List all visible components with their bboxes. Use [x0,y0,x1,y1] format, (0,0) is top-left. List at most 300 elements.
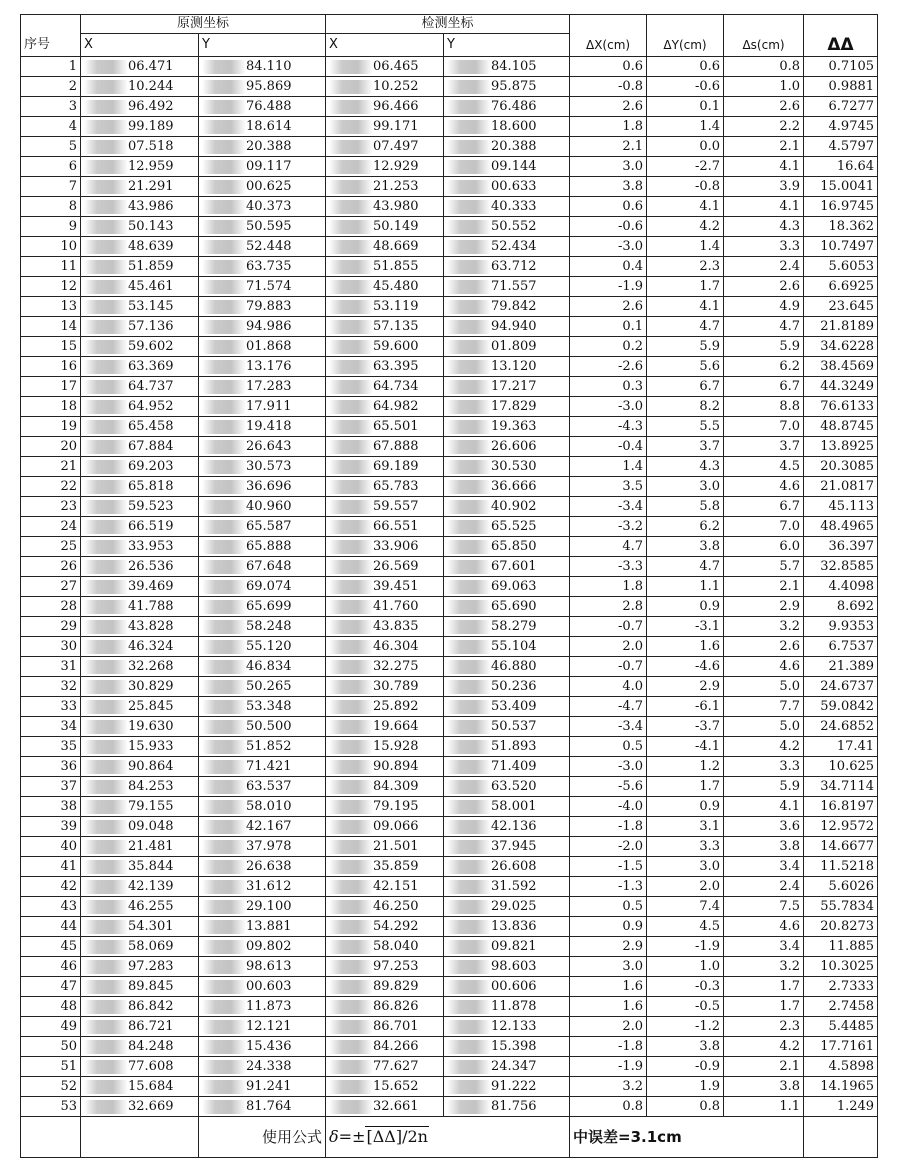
redacted-blur [447,1020,491,1034]
redacted-blur [84,680,128,694]
cell-y-original [199,157,326,177]
coordinate-value: 59.523 [128,498,174,514]
coordinate-value: 46.324 [128,638,174,654]
coordinate-value: 21.253 [373,178,419,194]
redacted-blur [329,340,373,354]
coordinate-value: 53.119 [373,298,419,314]
coordinate-value: 65.690 [491,598,537,614]
redacted-blur [329,1080,373,1094]
redacted-blur [447,740,491,754]
cell-x-original [81,197,199,217]
redacted-blur [329,940,373,954]
cell-x-check [326,1097,444,1117]
cell-delta-s: 3.4 [724,857,804,877]
cell-delta-y: 2.0 [647,877,724,897]
redacted-blur [202,900,246,914]
cell-y-check [444,497,570,517]
redacted-blur [202,420,246,434]
cell-seq: 12 [21,277,81,297]
coordinate-value: 66.551 [373,518,419,534]
cell-y-check [444,857,570,877]
redacted-blur [202,1100,246,1114]
cell-x-original [81,797,199,817]
coordinate-value: 35.859 [373,858,419,874]
coordinate-value: 25.845 [128,698,174,714]
cell-seq: 35 [21,737,81,757]
table-row [21,937,878,957]
coordinate-value: 71.574 [246,278,292,294]
cell-seq: 47 [21,977,81,997]
cell-delta-s: 4.6 [724,477,804,497]
coordinate-value: 50.500 [246,718,292,734]
redacted-blur [84,920,128,934]
table-row [21,697,878,717]
coordinate-value: 30.829 [128,678,174,694]
cell-x-original [81,337,199,357]
cell-delta-delta: 11.5218 [804,857,878,877]
cell-y-check [444,1097,570,1117]
cell-x-check [326,337,444,357]
cell-delta-delta: 10.7497 [804,237,878,257]
cell-delta-delta: 21.389 [804,657,878,677]
cell-x-check [326,217,444,237]
table-row [21,837,878,857]
cell-delta-s: 6.2 [724,357,804,377]
cell-x-original [81,937,199,957]
cell-y-original [199,917,326,937]
cell-y-original [199,357,326,377]
coordinate-value: 63.537 [246,778,292,794]
cell-delta-delta: 23.645 [804,297,878,317]
redacted-blur [447,560,491,574]
redacted-blur [84,940,128,954]
redacted-blur [202,880,246,894]
cell-delta-delta: 1.249 [804,1097,878,1117]
coordinate-value: 55.104 [491,638,537,654]
cell-delta-x: 1.8 [570,117,647,137]
cell-y-check [444,117,570,137]
redacted-blur [447,460,491,474]
coordinate-value: 50.149 [373,218,419,234]
redacted-blur [447,160,491,174]
coordinate-value: 59.557 [373,498,419,514]
cell-x-check [326,257,444,277]
redacted-blur [447,500,491,514]
cell-delta-delta: 24.6737 [804,677,878,697]
coordinate-value: 43.835 [373,618,419,634]
header-row-group [21,15,878,34]
redacted-blur [447,400,491,414]
cell-delta-delta: 16.64 [804,157,878,177]
coordinate-value: 58.001 [491,798,537,814]
table-row [21,1017,878,1037]
redacted-blur [84,400,128,414]
coordinate-value: 19.363 [491,418,537,434]
coordinate-value: 48.669 [373,238,419,254]
cell-x-check [326,577,444,597]
coordinate-value: 42.139 [128,878,174,894]
cell-y-original [199,437,326,457]
redacted-blur [202,700,246,714]
table-row [21,157,878,177]
coordinate-value: 64.982 [373,398,419,414]
coordinate-value: 77.608 [128,1058,174,1074]
redacted-blur [84,80,128,94]
cell-delta-x: 0.5 [570,737,647,757]
cell-delta-s: 2.4 [724,257,804,277]
cell-y-check [444,817,570,837]
redacted-blur [447,120,491,134]
cell-y-check [444,397,570,417]
coordinate-value: 30.573 [246,458,292,474]
coordinate-value: 91.241 [246,1078,292,1094]
cell-delta-s: 4.9 [724,297,804,317]
cell-seq: 8 [21,197,81,217]
cell-delta-s: 3.6 [724,817,804,837]
cell-x-original [81,557,199,577]
coordinate-value: 52.434 [491,238,537,254]
redacted-blur [447,700,491,714]
redacted-blur [329,860,373,874]
redacted-blur [84,380,128,394]
cell-delta-x: 3.8 [570,177,647,197]
cell-delta-x: -1.5 [570,857,647,877]
cell-x-original [81,237,199,257]
coordinate-value: 40.960 [246,498,292,514]
cell-x-check [326,857,444,877]
cell-delta-x: -1.9 [570,277,647,297]
cell-delta-y: -6.1 [647,697,724,717]
coordinate-value: 43.986 [128,198,174,214]
cell-delta-y: 5.8 [647,497,724,517]
coordinate-value: 97.253 [373,958,419,974]
table-row [21,577,878,597]
coordinate-value: 36.696 [246,478,292,494]
redacted-blur [202,620,246,634]
cell-delta-y: 4.2 [647,217,724,237]
cell-seq: 20 [21,437,81,457]
table-row [21,997,878,1017]
cell-y-check [444,877,570,897]
cell-delta-delta: 36.397 [804,537,878,557]
cell-y-original [199,57,326,77]
redacted-blur [84,560,128,574]
cell-delta-s: 4.6 [724,917,804,937]
coordinate-value: 59.600 [373,338,419,354]
coordinate-value: 63.395 [373,358,419,374]
cell-delta-y: 1.7 [647,777,724,797]
redacted-blur [329,780,373,794]
coordinate-value: 09.048 [128,818,174,834]
redacted-blur [202,80,246,94]
cell-y-check [444,777,570,797]
cell-y-original [199,557,326,577]
cell-y-check [444,617,570,637]
redacted-blur [447,780,491,794]
table-row [21,797,878,817]
cell-y-original [199,637,326,657]
cell-delta-y: 2.3 [647,257,724,277]
coordinate-value: 29.025 [491,898,537,914]
cell-delta-x: 4.0 [570,677,647,697]
cell-y-check [444,297,570,317]
cell-delta-delta: 4.5797 [804,137,878,157]
coordinate-value: 42.167 [246,818,292,834]
coordinate-value: 00.633 [491,178,537,194]
cell-delta-y: -0.6 [647,77,724,97]
cell-delta-x: -3.3 [570,557,647,577]
coordinate-value: 19.418 [246,418,292,434]
header-seq: 序号 [21,34,81,57]
cell-seq: 46 [21,957,81,977]
cell-y-original [199,537,326,557]
cell-delta-x: -5.6 [570,777,647,797]
coordinate-value: 96.466 [373,98,419,114]
cell-y-check [444,457,570,477]
cell-delta-s: 1.7 [724,997,804,1017]
cell-x-check [326,757,444,777]
coordinate-value: 13.836 [491,918,537,934]
cell-seq: 16 [21,357,81,377]
cell-seq: 33 [21,697,81,717]
redacted-blur [202,580,246,594]
redacted-blur [202,140,246,154]
redacted-blur [202,520,246,534]
coordinate-value: 31.612 [246,878,292,894]
coordinate-check-table [20,14,878,1158]
coordinate-value: 19.664 [373,718,419,734]
cell-delta-x: -4.3 [570,417,647,437]
coordinate-value: 63.735 [246,258,292,274]
cell-y-check [444,357,570,377]
cell-seq: 43 [21,897,81,917]
coordinate-value: 89.845 [128,978,174,994]
redacted-blur [84,300,128,314]
table-row [21,637,878,657]
cell-delta-x: -3.4 [570,497,647,517]
table-row [21,77,878,97]
coordinate-value: 58.040 [373,938,419,954]
redacted-blur [329,740,373,754]
cell-x-original [81,437,199,457]
redacted-blur [84,1080,128,1094]
cell-delta-delta: 13.8925 [804,437,878,457]
cell-x-check [326,157,444,177]
cell-delta-delta: 24.6852 [804,717,878,737]
cell-delta-x: 0.5 [570,897,647,917]
cell-seq: 30 [21,637,81,657]
cell-seq: 6 [21,157,81,177]
cell-delta-s: 7.0 [724,417,804,437]
redacted-blur [447,880,491,894]
table-row [21,677,878,697]
cell-y-original [199,137,326,157]
redacted-blur [202,440,246,454]
cell-delta-delta: 4.9745 [804,117,878,137]
cell-y-check [444,317,570,337]
cell-x-check [326,497,444,517]
coordinate-value: 07.518 [128,138,174,154]
cell-seq: 1 [21,57,81,77]
coordinate-value: 90.894 [373,758,419,774]
cell-y-check [444,97,570,117]
redacted-blur [84,240,128,254]
redacted-blur [329,180,373,194]
cell-seq: 15 [21,337,81,357]
cell-y-original [199,497,326,517]
cell-x-original [81,377,199,397]
cell-x-check [326,897,444,917]
cell-x-check [326,697,444,717]
redacted-blur [447,100,491,114]
coordinate-value: 12.959 [128,158,174,174]
coordinate-value: 79.195 [373,798,419,814]
table-row [21,377,878,397]
coordinate-value: 58.279 [491,618,537,634]
cell-x-check [326,937,444,957]
mean-square-error: 中误差=3.1cm [570,1117,804,1158]
cell-delta-s: 5.9 [724,777,804,797]
cell-x-original [81,257,199,277]
cell-delta-y: 5.5 [647,417,724,437]
table-row [21,557,878,577]
cell-seq: 11 [21,257,81,277]
redacted-blur [447,200,491,214]
cell-delta-s: 2.3 [724,1017,804,1037]
cell-delta-s: 4.2 [724,1037,804,1057]
cell-delta-s: 0.8 [724,57,804,77]
coordinate-value: 98.613 [246,958,292,974]
cell-delta-y: 4.7 [647,317,724,337]
cell-x-check [326,237,444,257]
redacted-blur [202,400,246,414]
cell-delta-s: 6.7 [724,377,804,397]
cell-seq: 14 [21,317,81,337]
header-blank-dy [647,15,724,34]
cell-delta-x: 0.6 [570,197,647,217]
cell-seq: 23 [21,497,81,517]
redacted-blur [447,980,491,994]
coordinate-value: 51.852 [246,738,292,754]
redacted-blur [329,620,373,634]
cell-delta-s: 2.2 [724,117,804,137]
cell-delta-x: 0.4 [570,257,647,277]
coordinate-value: 36.666 [491,478,537,494]
redacted-blur [329,360,373,374]
redacted-blur [84,520,128,534]
cell-delta-x: -3.0 [570,237,647,257]
coordinate-value: 21.501 [373,838,419,854]
coordinate-value: 00.606 [491,978,537,994]
cell-y-check [444,677,570,697]
cell-y-check [444,477,570,497]
coordinate-value: 50.537 [491,718,537,734]
cell-delta-x: -3.4 [570,717,647,737]
cell-delta-delta: 5.6026 [804,877,878,897]
coordinate-value: 84.248 [128,1038,174,1054]
cell-delta-delta: 9.9353 [804,617,878,637]
table-row [21,357,878,377]
coordinate-value: 69.189 [373,458,419,474]
coordinate-value: 30.530 [491,458,537,474]
cell-seq: 44 [21,917,81,937]
cell-delta-y: 8.2 [647,397,724,417]
coordinate-value: 58.069 [128,938,174,954]
cell-y-check [444,77,570,97]
coordinate-value: 58.248 [246,618,292,634]
cell-x-check [326,177,444,197]
coordinate-value: 90.864 [128,758,174,774]
cell-delta-s: 1.7 [724,977,804,997]
cell-y-check [444,277,570,297]
redacted-blur [202,660,246,674]
cell-x-check [326,597,444,617]
cell-delta-s: 3.2 [724,957,804,977]
coordinate-value: 65.458 [128,418,174,434]
redacted-blur [329,280,373,294]
coordinate-value: 76.488 [246,98,292,114]
cell-delta-delta: 6.6925 [804,277,878,297]
redacted-blur [202,180,246,194]
coordinate-value: 81.756 [491,1098,537,1114]
cell-seq: 49 [21,1017,81,1037]
redacted-blur [329,1020,373,1034]
cell-y-original [199,617,326,637]
coordinate-value: 79.883 [246,298,292,314]
redacted-blur [84,1100,128,1114]
cell-y-original [199,337,326,357]
cell-x-check [326,137,444,157]
cell-delta-x: 3.0 [570,957,647,977]
redacted-blur [329,760,373,774]
footer-row [21,1117,878,1158]
redacted-blur [447,480,491,494]
cell-delta-x: 2.0 [570,1017,647,1037]
cell-delta-delta: 14.1965 [804,1077,878,1097]
redacted-blur [202,480,246,494]
redacted-blur [329,240,373,254]
cell-delta-delta: 17.41 [804,737,878,757]
table-row [21,617,878,637]
cell-delta-s: 3.8 [724,837,804,857]
coordinate-value: 96.492 [128,98,174,114]
coordinate-value: 32.661 [373,1098,419,1114]
cell-seq: 37 [21,777,81,797]
redacted-blur [447,420,491,434]
cell-y-original [199,457,326,477]
cell-delta-s: 2.6 [724,637,804,657]
cell-delta-x: -1.9 [570,1057,647,1077]
redacted-blur [447,320,491,334]
cell-delta-y: 3.0 [647,857,724,877]
coordinate-value: 51.859 [128,258,174,274]
cell-y-original [199,997,326,1017]
cell-x-check [326,317,444,337]
table-row [21,537,878,557]
cell-delta-x: -0.4 [570,437,647,457]
coordinate-value: 00.625 [246,178,292,194]
redacted-blur [84,800,128,814]
cell-x-check [326,917,444,937]
redacted-blur [202,360,246,374]
redacted-blur [447,340,491,354]
cell-x-original [81,657,199,677]
cell-delta-y: 1.0 [647,957,724,977]
redacted-blur [329,540,373,554]
redacted-blur [447,1080,491,1094]
coordinate-value: 13.881 [246,918,292,934]
header-row-columns [21,34,878,57]
